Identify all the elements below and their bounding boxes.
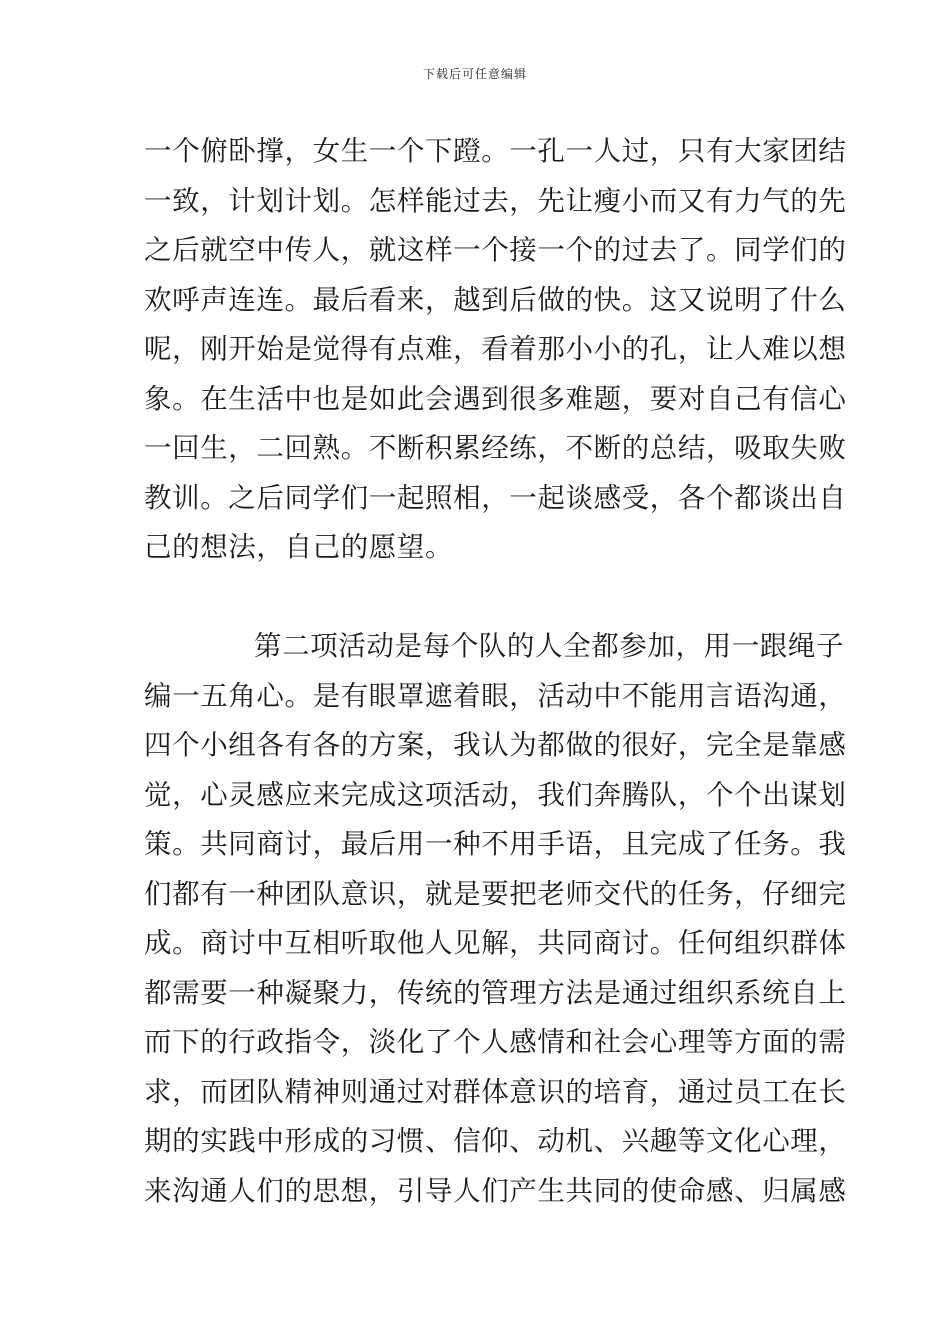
paragraph-line: 策。共同商讨，最后用一种不用手语，且完成了任务。我	[144, 828, 847, 860]
paragraph-line: 象。在生活中也是如此会遇到很多难题，要对自己有信心	[144, 382, 847, 415]
paragraph-line: 己的想法，自己的愿望。	[144, 531, 454, 563]
paragraph-line: 期的实践中形成的习惯、信仰、动机、兴趣等文化心理，	[144, 1125, 847, 1157]
paragraph-line: 觉，心灵感应来完成这项活动，我们奔腾队，个个出谋划	[144, 778, 847, 811]
paragraph-line: 成。商讨中互相听取他人见解，共同商讨。任何组织群体	[144, 927, 847, 959]
paragraph-line: 们都有一种团队意识，就是要把老师交代的任务，仔细完	[144, 877, 847, 910]
paragraph-line: 之后就空中传人，就这样一个接一个的过去了。同学们的	[144, 234, 847, 266]
paragraph-line: 欢呼声连连。最后看来，越到后做的快。这又说明了什么	[144, 283, 847, 316]
paragraph-line: 呢，刚开始是觉得有点难，看着那小小的孔，让人难以想	[144, 333, 847, 365]
paragraph-2	[144, 622, 847, 1216]
page-header: 下载后可任意编辑	[422, 67, 527, 81]
paragraph-line: 第二项活动是每个队的人全都参加，用一跟绳子	[254, 630, 845, 662]
paragraph-1	[144, 127, 847, 573]
paragraph-line: 来沟通人们的思想，引导人们产生共同的使命感、归属感	[144, 1174, 847, 1207]
paragraph-line: 一致，计划计划。怎样能过去，先让瘦小而又有力气的先	[144, 184, 847, 217]
paragraph-line: 都需要一种凝聚力，传统的管理方法是通过组织系统自上	[144, 976, 847, 1009]
paragraph-line: 一个俯卧撑，女生一个下蹬。一孔一人过，只有大家团结	[144, 135, 847, 167]
paragraph-line: 四个小组各有各的方案，我认为都做的很好，完全是靠感	[144, 729, 847, 761]
paragraph-line: 求，而团队精神则通过对群体意识的培育，通过员工在长	[144, 1075, 847, 1108]
paragraph-line: 编一五角心。是有眼罩遮着眼，活动中不能用言语沟通，	[144, 679, 847, 712]
paragraph-line: 一回生，二回熟。不断积累经练，不断的总结，吸取失败	[144, 432, 847, 464]
paragraph-line: 教训。之后同学们一起照相，一起谈感受，各个都谈出自	[144, 481, 847, 514]
paragraph-line: 而下的行政指令，淡化了个人感情和社会心理等方面的需	[144, 1026, 847, 1058]
